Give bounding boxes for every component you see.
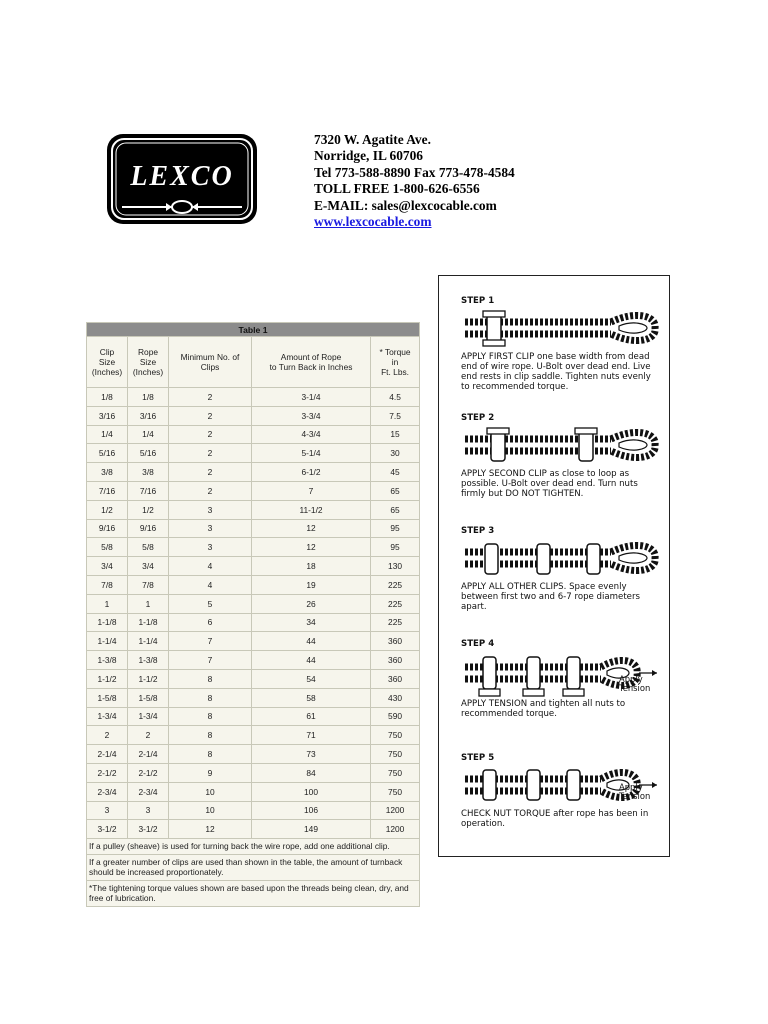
cell-clip-size: 1/2 xyxy=(87,501,127,519)
step-5-label: STEP 5 xyxy=(461,753,495,763)
table-row xyxy=(87,632,419,650)
cell-turnback: 5-1/4 xyxy=(252,444,370,462)
cell-clip-size: 2-1/4 xyxy=(87,745,127,763)
cell-min-clips: 12 xyxy=(169,820,251,838)
table-row xyxy=(87,463,419,481)
cell-turnback: 19 xyxy=(252,576,370,594)
cell-torque: 7.5 xyxy=(371,407,419,425)
cell-clip-size: 1-3/8 xyxy=(87,651,127,669)
cell-turnback: 84 xyxy=(252,764,370,782)
address-toll-free: TOLL FREE 1-800-626-6556 xyxy=(314,181,480,197)
header-turnback: Amount of Rope to Turn Back in Inches xyxy=(252,337,370,387)
cell-clip-size: 1/8 xyxy=(87,388,127,406)
table-row xyxy=(87,482,419,500)
cell-clip-size: 9/16 xyxy=(87,520,127,538)
table-row xyxy=(87,726,419,744)
cell-min-clips: 10 xyxy=(169,802,251,820)
cell-clip-size: 3 xyxy=(87,802,127,820)
cell-min-clips: 7 xyxy=(169,632,251,650)
header-torque: * Torque in Ft. Lbs. xyxy=(371,337,419,387)
cell-min-clips: 3 xyxy=(169,520,251,538)
cell-rope-size: 9/16 xyxy=(128,520,168,538)
cell-turnback: 26 xyxy=(252,595,370,613)
cell-torque: 1200 xyxy=(371,802,419,820)
cell-turnback: 6-1/2 xyxy=(252,463,370,481)
step-3-illustration xyxy=(461,536,661,582)
table-note: *The tightening torque values shown are based upon the threads being clean, dry, and free of lubrication. xyxy=(87,881,419,906)
cell-torque: 360 xyxy=(371,651,419,669)
step-2-text: APPLY SECOND CLIP as close to loop as possible. U-Bolt over dead end. Turn nuts firmly but DO NOT TIGHTEN. xyxy=(461,469,638,499)
cell-rope-size: 2 xyxy=(128,726,168,744)
address-city: Norridge, IL 60706 xyxy=(314,148,423,164)
cell-torque: 95 xyxy=(371,538,419,556)
cell-turnback: 7 xyxy=(252,482,370,500)
cell-torque: 130 xyxy=(371,557,419,575)
step-2-label: STEP 2 xyxy=(461,413,495,423)
table-row xyxy=(87,820,419,838)
address-phone: Tel 773-588-8890 Fax 773-478-4584 xyxy=(314,164,515,180)
table-row xyxy=(87,651,419,669)
cell-torque: 430 xyxy=(371,689,419,707)
table-note: If a greater number of clips are used than shown in the table, the amount of turnback should be increased proportionately. xyxy=(87,855,419,880)
cell-rope-size: 3-1/2 xyxy=(128,820,168,838)
installation-steps-panel xyxy=(438,275,670,857)
cell-torque: 95 xyxy=(371,520,419,538)
table-row xyxy=(87,670,419,688)
cell-torque: 15 xyxy=(371,426,419,444)
step-1 xyxy=(461,296,661,392)
cell-torque: 1200 xyxy=(371,820,419,838)
website-link[interactable]: www.lexcocable.com xyxy=(314,214,432,230)
cell-clip-size: 3/16 xyxy=(87,407,127,425)
cell-turnback: 149 xyxy=(252,820,370,838)
cell-min-clips: 8 xyxy=(169,689,251,707)
cell-min-clips: 9 xyxy=(169,764,251,782)
cell-torque: 750 xyxy=(371,764,419,782)
cell-min-clips: 8 xyxy=(169,745,251,763)
cell-min-clips: 3 xyxy=(169,538,251,556)
cell-min-clips: 4 xyxy=(169,557,251,575)
cell-clip-size: 1-1/8 xyxy=(87,614,127,632)
cell-min-clips: 6 xyxy=(169,614,251,632)
cell-torque: 30 xyxy=(371,444,419,462)
cell-clip-size: 3-1/2 xyxy=(87,820,127,838)
cell-torque: 65 xyxy=(371,482,419,500)
address-street: 7320 W. Agatite Ave. xyxy=(314,132,431,147)
cell-min-clips: 8 xyxy=(169,708,251,726)
cell-min-clips: 7 xyxy=(169,651,251,669)
cell-min-clips: 10 xyxy=(169,783,251,801)
cell-min-clips: 2 xyxy=(169,388,251,406)
cell-turnback: 61 xyxy=(252,708,370,726)
cell-torque: 750 xyxy=(371,783,419,801)
cell-torque: 750 xyxy=(371,726,419,744)
cell-turnback: 54 xyxy=(252,670,370,688)
cell-rope-size: 5/16 xyxy=(128,444,168,462)
cell-rope-size: 1-3/4 xyxy=(128,708,168,726)
step-2 xyxy=(461,413,661,499)
cell-rope-size: 1/2 xyxy=(128,501,168,519)
table-row xyxy=(87,764,419,782)
table-row xyxy=(87,689,419,707)
cell-min-clips: 3 xyxy=(169,501,251,519)
clip-spec-table xyxy=(86,322,420,907)
cell-clip-size: 2-3/4 xyxy=(87,783,127,801)
cell-turnback: 3-3/4 xyxy=(252,407,370,425)
cell-clip-size: 2 xyxy=(87,726,127,744)
cell-rope-size: 2-3/4 xyxy=(128,783,168,801)
cell-torque: 590 xyxy=(371,708,419,726)
cell-turnback: 18 xyxy=(252,557,370,575)
cell-turnback: 73 xyxy=(252,745,370,763)
table-title: Table 1 xyxy=(87,323,419,336)
cell-rope-size: 3/16 xyxy=(128,407,168,425)
table-row xyxy=(87,783,419,801)
cell-rope-size: 1-1/8 xyxy=(128,614,168,632)
cell-turnback: 4-3/4 xyxy=(252,426,370,444)
cell-rope-size: 1-1/2 xyxy=(128,670,168,688)
table-row xyxy=(87,444,419,462)
address-email: E-MAIL: sales@lexcocable.com xyxy=(314,197,497,213)
cell-rope-size: 2-1/4 xyxy=(128,745,168,763)
cell-clip-size: 1-1/2 xyxy=(87,670,127,688)
cell-rope-size: 1-1/4 xyxy=(128,632,168,650)
table-row xyxy=(87,802,419,820)
step-4-tension-label: Apply Tension xyxy=(619,674,651,693)
cell-rope-size: 3 xyxy=(128,802,168,820)
cell-rope-size: 3/4 xyxy=(128,557,168,575)
cell-clip-size: 5/16 xyxy=(87,444,127,462)
step-3-label: STEP 3 xyxy=(461,526,495,536)
table-row xyxy=(87,557,419,575)
table-row xyxy=(87,426,419,444)
cell-rope-size: 1 xyxy=(128,595,168,613)
table-row xyxy=(87,614,419,632)
table-row xyxy=(87,595,419,613)
cell-turnback: 12 xyxy=(252,520,370,538)
table-row xyxy=(87,501,419,519)
cell-rope-size: 1/8 xyxy=(128,388,168,406)
table-row xyxy=(87,576,419,594)
cell-rope-size: 1-3/8 xyxy=(128,651,168,669)
cell-torque: 225 xyxy=(371,614,419,632)
cell-clip-size: 3/4 xyxy=(87,557,127,575)
cell-torque: 360 xyxy=(371,670,419,688)
cell-min-clips: 8 xyxy=(169,726,251,744)
cell-clip-size: 5/8 xyxy=(87,538,127,556)
cell-min-clips: 2 xyxy=(169,426,251,444)
cell-min-clips: 8 xyxy=(169,670,251,688)
cell-clip-size: 1-5/8 xyxy=(87,689,127,707)
step-4-text: APPLY TENSION and tighten all nuts to recommended torque. xyxy=(461,699,626,719)
table-row xyxy=(87,388,419,406)
cell-turnback: 34 xyxy=(252,614,370,632)
step-3-text: APPLY ALL OTHER CLIPS. Space evenly between first two and 6-7 rope diameters apart. xyxy=(461,582,640,612)
cell-min-clips: 2 xyxy=(169,444,251,462)
cell-clip-size: 1-1/4 xyxy=(87,632,127,650)
cell-turnback: 11-1/2 xyxy=(252,501,370,519)
cell-rope-size: 1-5/8 xyxy=(128,689,168,707)
logo-text: LEXCO xyxy=(130,161,234,192)
cell-turnback: 100 xyxy=(252,783,370,801)
cell-torque: 360 xyxy=(371,632,419,650)
cell-turnback: 44 xyxy=(252,651,370,669)
cell-turnback: 12 xyxy=(252,538,370,556)
step-3 xyxy=(461,526,661,612)
cell-turnback: 44 xyxy=(252,632,370,650)
step-1-illustration xyxy=(461,306,661,352)
step-4 xyxy=(461,639,661,719)
cell-rope-size: 7/8 xyxy=(128,576,168,594)
cell-turnback: 106 xyxy=(252,802,370,820)
cell-torque: 65 xyxy=(371,501,419,519)
table-note: If a pulley (sheave) is used for turning back the wire rope, add one additional clip. xyxy=(87,839,419,854)
step-1-text: APPLY FIRST CLIP one base width from dead end of wire rope. U-Bolt over dead end. Live end rests in clip saddle. Tighten nuts evenly to recommended torque. xyxy=(461,352,651,392)
cell-clip-size: 1/4 xyxy=(87,426,127,444)
cell-clip-size: 1-3/4 xyxy=(87,708,127,726)
lexco-logo xyxy=(106,133,258,225)
cell-clip-size: 1 xyxy=(87,595,127,613)
table-row xyxy=(87,407,419,425)
cell-min-clips: 4 xyxy=(169,576,251,594)
step-1-label: STEP 1 xyxy=(461,296,495,306)
cell-rope-size: 7/16 xyxy=(128,482,168,500)
step-4-label: STEP 4 xyxy=(461,639,495,649)
cell-rope-size: 1/4 xyxy=(128,426,168,444)
cell-torque: 225 xyxy=(371,576,419,594)
table-row xyxy=(87,745,419,763)
cell-clip-size: 2-1/2 xyxy=(87,764,127,782)
cell-min-clips: 2 xyxy=(169,407,251,425)
cell-turnback: 71 xyxy=(252,726,370,744)
cell-torque: 45 xyxy=(371,463,419,481)
cell-turnback: 3-1/4 xyxy=(252,388,370,406)
header-min-clips: Minimum No. of Clips xyxy=(169,337,251,387)
company-address xyxy=(314,132,515,230)
step-5-text: CHECK NUT TORQUE after rope has been in operation. xyxy=(461,809,649,829)
cell-clip-size: 7/8 xyxy=(87,576,127,594)
logo-graphic xyxy=(106,133,258,225)
table-row xyxy=(87,520,419,538)
cell-rope-size: 3/8 xyxy=(128,463,168,481)
table-row xyxy=(87,538,419,556)
cell-min-clips: 2 xyxy=(169,482,251,500)
cell-torque: 750 xyxy=(371,745,419,763)
step-2-illustration xyxy=(461,423,661,469)
cell-rope-size: 5/8 xyxy=(128,538,168,556)
header-rope-size: Rope Size (Inches) xyxy=(128,337,168,387)
cell-rope-size: 2-1/2 xyxy=(128,764,168,782)
cell-clip-size: 7/16 xyxy=(87,482,127,500)
table-row xyxy=(87,708,419,726)
cell-torque: 4.5 xyxy=(371,388,419,406)
cell-min-clips: 5 xyxy=(169,595,251,613)
step-5-tension-label: Apply Tension xyxy=(619,782,651,801)
cell-clip-size: 3/8 xyxy=(87,463,127,481)
header-clip-size: Clip Size (Inches) xyxy=(87,337,127,387)
step-5 xyxy=(461,753,661,829)
cell-torque: 225 xyxy=(371,595,419,613)
cell-min-clips: 2 xyxy=(169,463,251,481)
cell-turnback: 58 xyxy=(252,689,370,707)
